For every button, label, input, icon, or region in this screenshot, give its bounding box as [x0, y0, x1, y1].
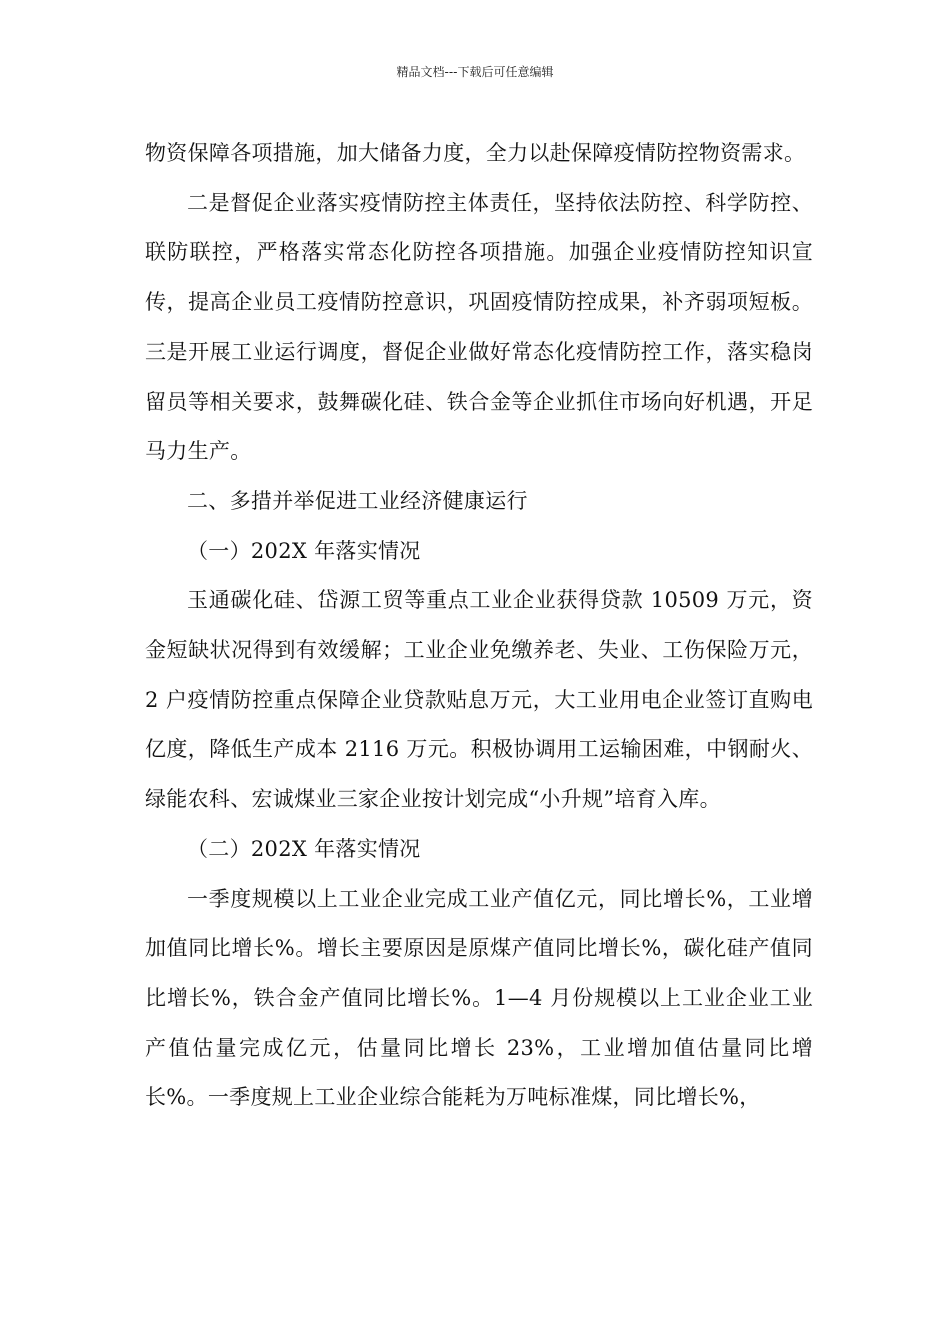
paragraph-loans: 玉通碳化硅、岱源工贸等重点工业企业获得贷款 10509 万元，资金短缺状况得到有效缓解；工业企业免缴养老、失业、工伤保险万元，2 户疫情防控重点保障企业贷款贴息万元，大工业用电企业签订直购电亿度，降低生产成本 2116 万元。积极协调用工运输困难，中钢耐火、绿能农科、宏诚煤业三家企业按计划完成“小升规”培育入库。 — [145, 588, 813, 812]
page-header: 精品文档---下载后可任意编辑 — [396, 65, 554, 79]
paragraph-continuation: 物资保障各项措施，加大储备力度，全力以赴保障疫情防控物资需求。 — [145, 141, 806, 165]
section-heading: 二、多措并举促进工业经济健康运行 — [187, 488, 528, 513]
subsection-heading-2: （二）202X 年落实情况 — [187, 836, 421, 861]
subsection-heading-1: （一）202X 年落实情况 — [187, 538, 421, 563]
paragraph-supervision: 二是督促企业落实疫情防控主体责任，坚持依法防控、科学防控、联防联控，严格落实常态化防控各项措施。加强企业疫情防控知识宣传，提高企业员工疫情防控意识，巩固疫情防控成果，补齐弱项短板。三是开展工业运行调度，督促企业做好常态化疫情防控工作，落实稳岗留员等相关要求，鼓舞碳化硅、铁合金等企业抓住市场向好机遇，开足马力生产。 — [145, 190, 813, 464]
document-body — [145, 129, 813, 1123]
paragraph-output: 一季度规模以上工业企业完成工业产值亿元，同比增长%，工业增加值同比增长%。增长主要原因是原煤产值同比增长%，碳化硅产值同比增长%，铁合金产值同比增长%。1—4 月份规模以上工业企业工业产值估量完成亿元，估量同比增长 23%，工业增加值估量同比增长%。一季度规上工业企业综合能耗为万吨标准煤，同比增长%， — [145, 886, 813, 1110]
